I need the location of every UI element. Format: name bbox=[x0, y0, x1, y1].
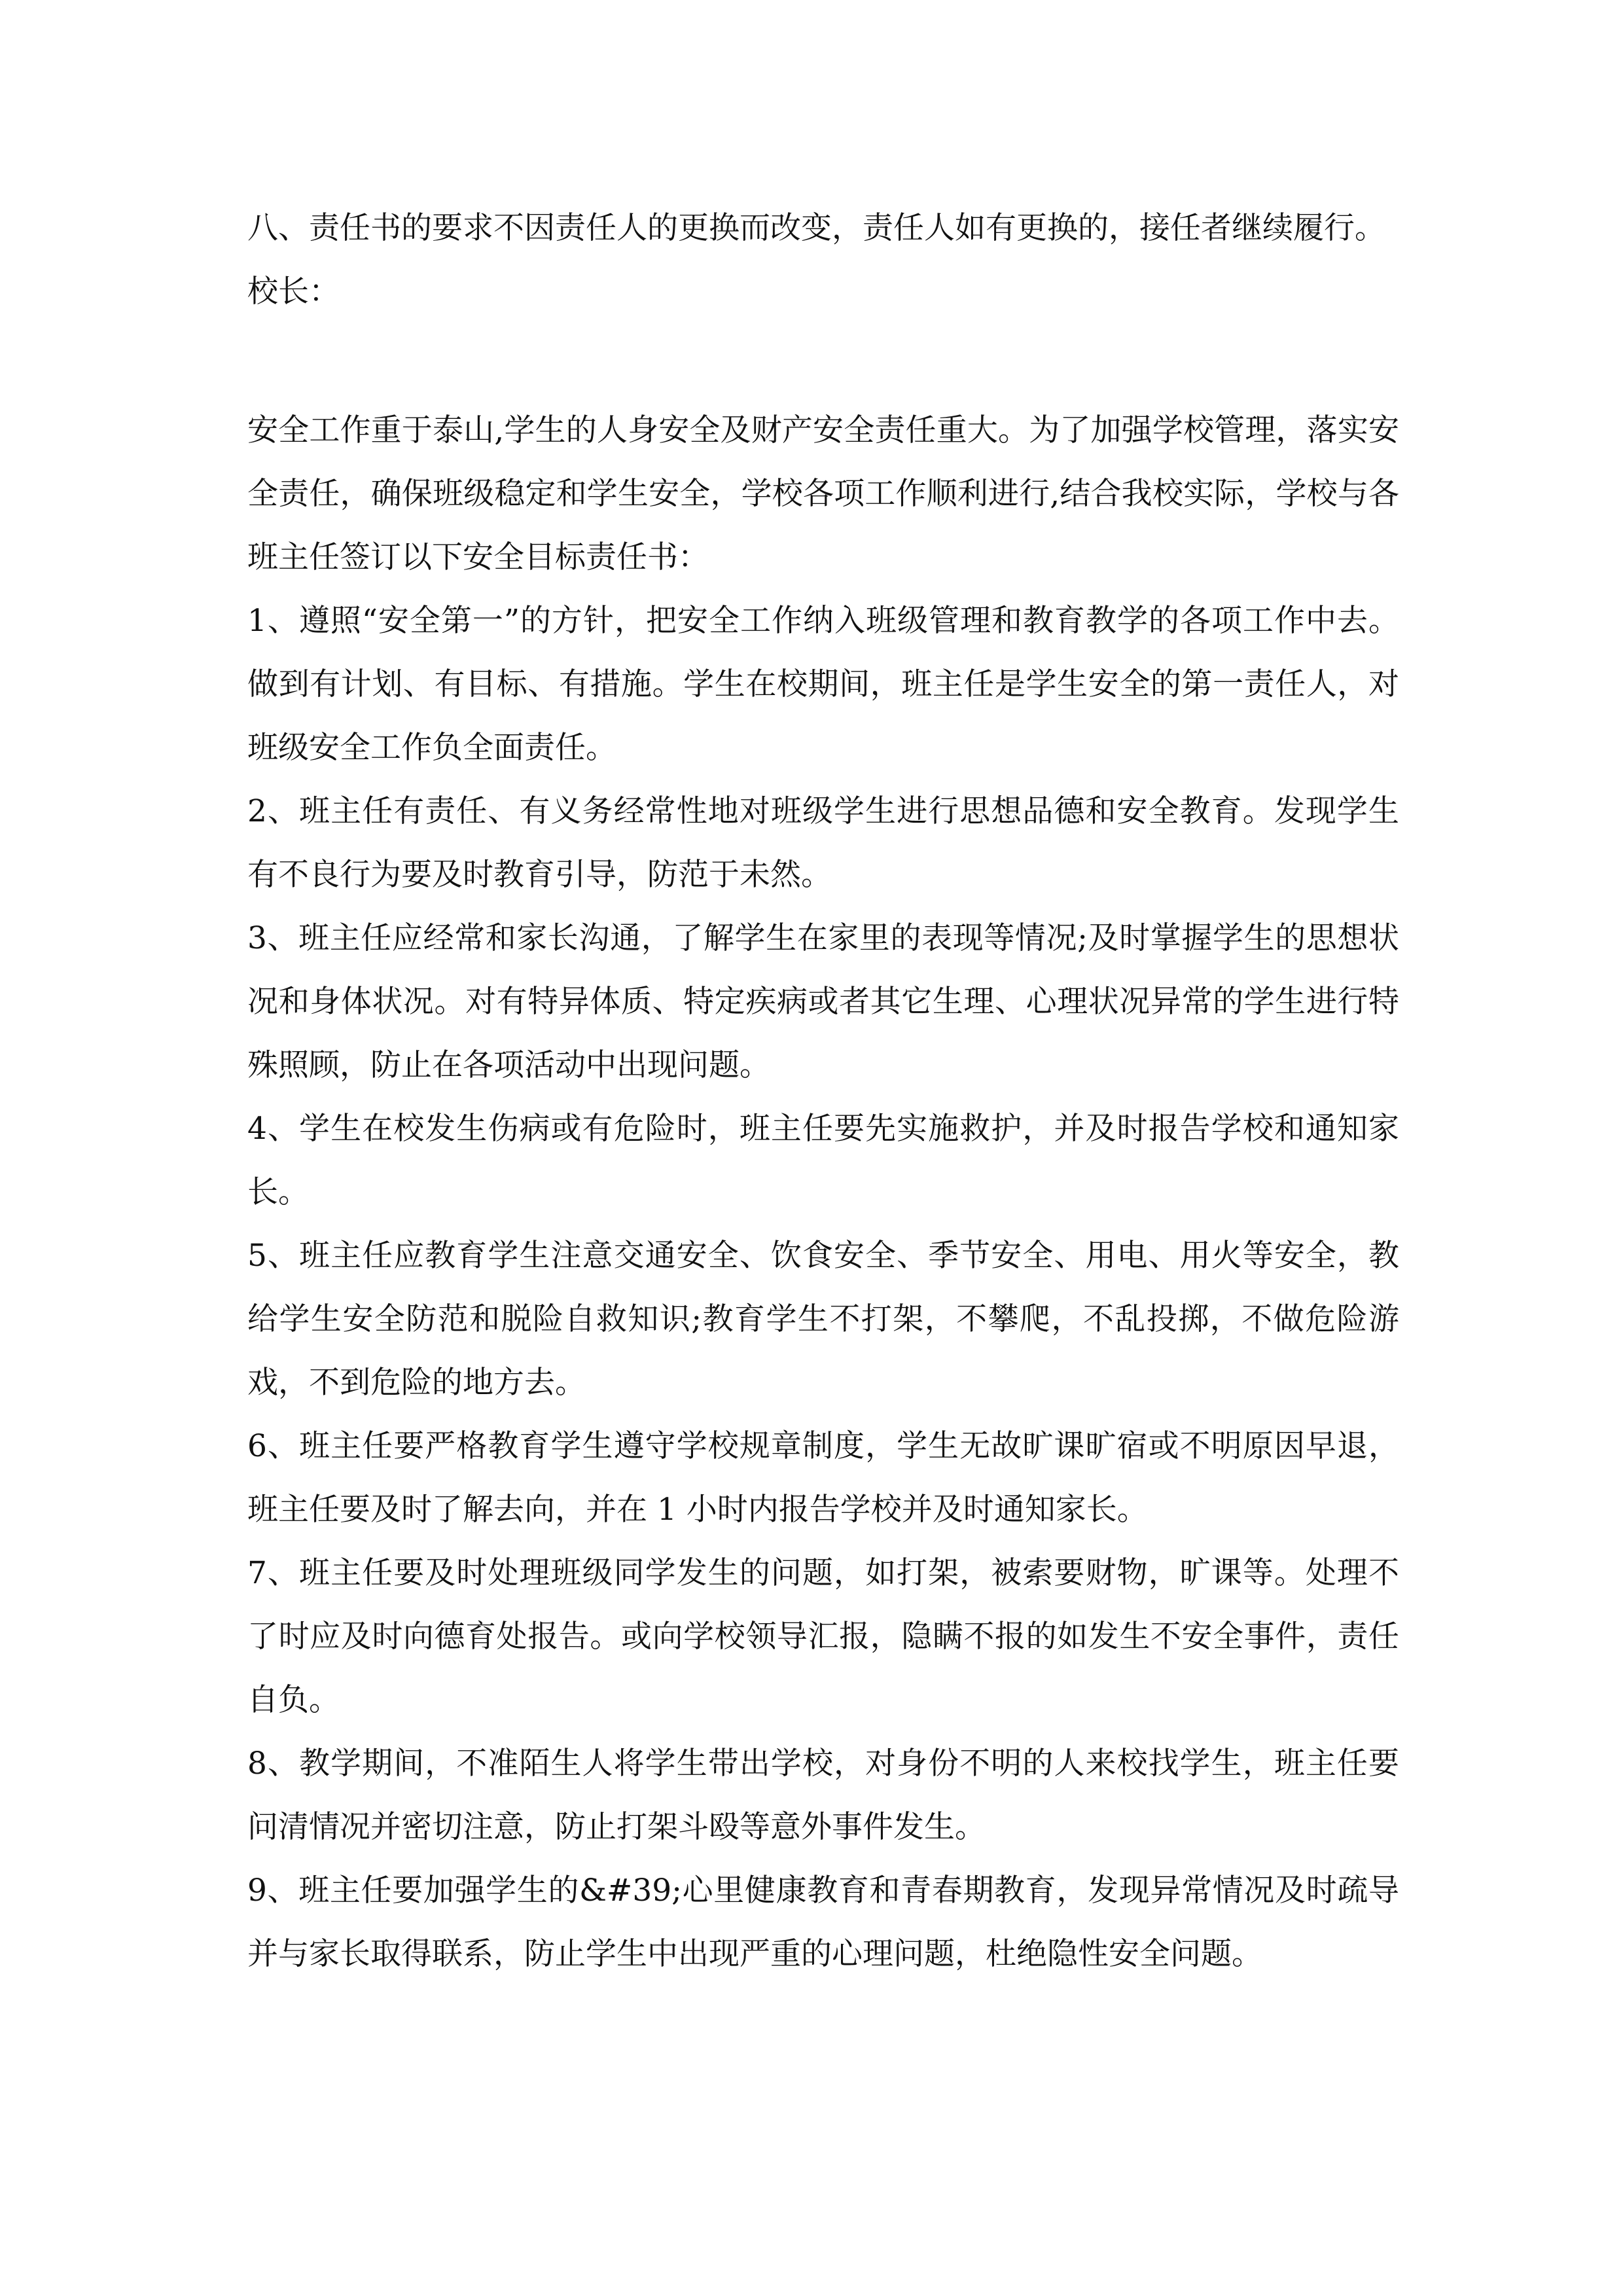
list-item: 9、班主任要加强学生的&#39;心里健康教育和青春期教育，发现异常情况及时疏导并与家长取得联系，防止学生中出现严重的心理问题，杜绝隐性安全问题。 bbox=[247, 1873, 1399, 1972]
list-item: 3、班主任应经常和家长沟通，了解学生在家里的表现等情况;及时掌握学生的思想状况和身体状况。对有特异体质、特定疾病或者其它生理、心理状况异常的学生进行特殊照顾，防止在各项活动中出现问题。 bbox=[247, 920, 1399, 1083]
list-item: 5、班主任应教育学生注意交通安全、饮食安全、季节安全、用电、用火等安全，教给学生安全防范和脱险自救知识;教育学生不打架，不攀爬，不乱投掷，不做危险游戏，不到危险的地方去。 bbox=[247, 1238, 1399, 1401]
clause-eight-paragraph: 八、责任书的要求不因责任人的更换而改变，责任人如有更换的，接任者继续履行。 bbox=[247, 210, 1385, 246]
intro-paragraph: 安全工作重于泰山,学生的人身安全及财产安全责任重大。为了加强学校管理，落实安全责任，确保班级稳定和学生安全，学校各项工作顺利进行,结合我校实际，学校与各班主任签订以下安全目标责任书： bbox=[247, 412, 1399, 575]
list-item: 7、班主任要及时处理班级同学发生的问题，如打架，被索要财物，旷课等。处理不了时应及时向德育处报告。或向学校领导汇报，隐瞒不报的如发生不安全事件，责任自负。 bbox=[247, 1555, 1399, 1718]
list-item: 6、班主任要严格教育学生遵守学校规章制度，学生无故旷课旷宿或不明原因早退，班主任要及时了解去向，并在 1 小时内报告学校并及时通知家长。 bbox=[247, 1428, 1399, 1528]
list-item: 4、学生在校发生伤病或有危险时，班主任要先实施救护，并及时报告学校和通知家长。 bbox=[247, 1111, 1399, 1210]
list-item: 2、班主任有责任、有义务经常性地对班级学生进行思想品德和安全教育。发现学生有不良行为要及时教育引导，防范于未然。 bbox=[247, 793, 1399, 893]
principal-signature-label: 校长： bbox=[247, 274, 340, 310]
section-gap bbox=[247, 323, 1399, 399]
list-item: 8、教学期间，不准陌生人将学生带出学校，对身份不明的人来校找学生，班主任要问清情况并密切注意，防止打架斗殴等意外事件发生。 bbox=[247, 1746, 1399, 1845]
list-item: 1、遵照“安全第一”的方针，把安全工作纳入班级管理和教育教学的各项工作中去。做到有计划、有目标、有措施。学生在校期间，班主任是学生安全的第一责任人，对班级安全工作负全面责任。 bbox=[247, 603, 1399, 766]
document-body bbox=[247, 196, 1399, 1986]
